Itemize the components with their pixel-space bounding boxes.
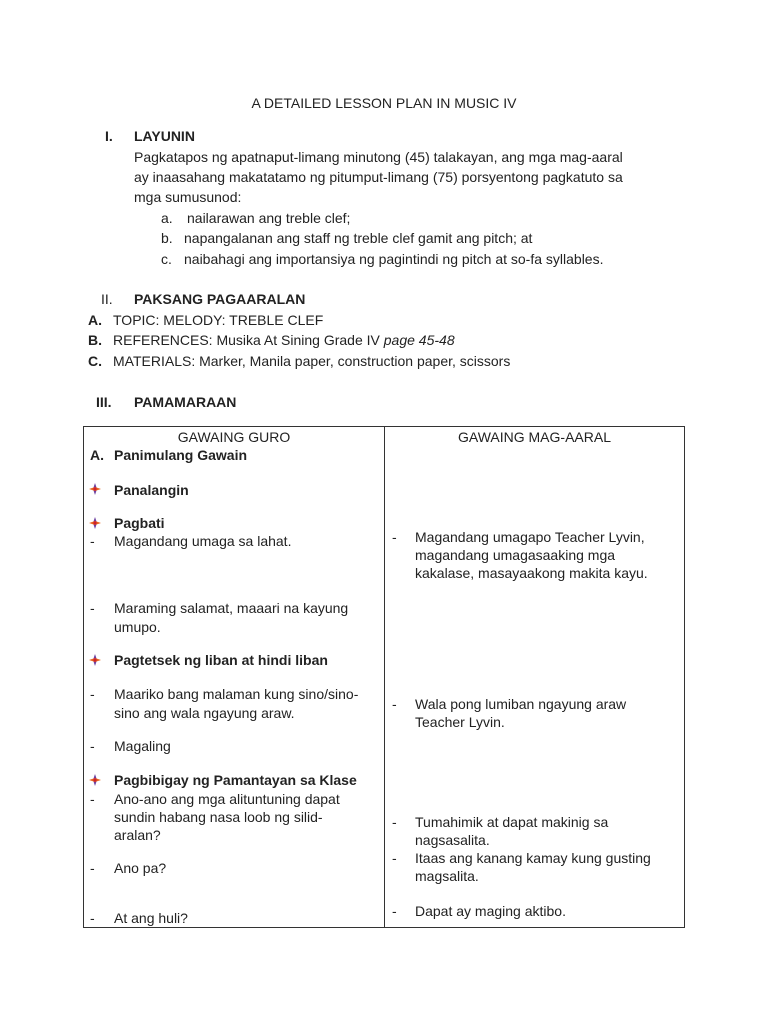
- student-greeting-2: magandang umagasaaking mga: [415, 547, 616, 563]
- student-rule-3: Dapat ay maging aktibo.: [415, 903, 566, 919]
- teacher-attendance-1: Maariko bang malaman kung sino/sino-: [114, 686, 359, 702]
- sub-a-marker: A.: [90, 447, 104, 463]
- pagtetsek-heading: Pagtetsek ng liban at hindi liban: [114, 652, 328, 668]
- bullet-icon: [89, 654, 101, 666]
- dash: -: [90, 600, 95, 616]
- panalangin-heading: Panalangin: [114, 482, 189, 498]
- teacher-column-header: GAWAING GURO: [177, 429, 291, 445]
- bullet-icon: [89, 483, 101, 495]
- dash: -: [392, 696, 397, 712]
- teacher-rules-q-1: Ano-ano ang mga alituntuning dapat: [114, 791, 340, 807]
- dash: -: [90, 791, 95, 807]
- section-1-line-2: ay inaasahang makatatamo ng pitumput-limang (75) porsyentong pagkatuto sa: [134, 169, 623, 185]
- dash: -: [90, 910, 95, 926]
- section-2-number: II.: [101, 291, 113, 307]
- materials-marker: C.: [88, 353, 102, 369]
- section-1-line-3: mga sumusunod:: [134, 189, 242, 205]
- materials-text: MATERIALS: Marker, Manila paper, construction paper, scissors: [113, 353, 511, 369]
- section-2-heading: PAKSANG PAGAARALAN: [134, 291, 306, 307]
- pagbati-heading: Pagbati: [114, 515, 165, 531]
- student-rule-2a: Itaas ang kanang kamay kung gusting: [415, 850, 651, 866]
- pagbibigay-heading: Pagbibigay ng Pamantayan sa Klase: [114, 772, 357, 788]
- student-greeting-3: kakalase, masayaakong makita kayu.: [415, 565, 648, 581]
- objective-b-text: napangalanan ang staff ng treble clef gamit ang pitch; at: [184, 230, 533, 246]
- teacher-thanks-2: umupo.: [114, 619, 161, 635]
- teacher-praise: Magaling: [114, 738, 171, 754]
- references-marker: B.: [88, 332, 102, 348]
- student-greeting-1: Magandang umagapo Teacher Lyvin,: [415, 529, 645, 545]
- teacher-huli: At ang huli?: [114, 910, 188, 926]
- objective-a-marker: a.: [161, 210, 173, 226]
- section-1-line-1: Pagkatapos ng apatnaput-limang minutong (45) talakayan, ang mga mag-aaral: [134, 149, 623, 165]
- dash: -: [392, 529, 397, 545]
- teacher-thanks-1: Maraming salamat, maaari na kayung: [114, 600, 349, 616]
- student-rule-1a: Tumahimik at dapat makinig sa: [415, 814, 609, 830]
- objective-b-marker: b.: [161, 230, 173, 246]
- student-column: [385, 427, 685, 928]
- student-rule-1b: nagsasalita.: [415, 832, 490, 848]
- teacher-rules-q-3: aralan?: [114, 827, 161, 843]
- section-1-heading: LAYUNIN: [134, 128, 195, 144]
- bullet-icon: [89, 774, 101, 786]
- student-column-header: GAWAING MAG-AARAL: [458, 429, 611, 445]
- sub-a-label: Panimulang Gawain: [114, 447, 248, 463]
- section-3-number: III.: [96, 394, 112, 410]
- dash: -: [392, 903, 397, 919]
- dash: -: [90, 738, 95, 754]
- student-attendance-1: Wala pong lumiban ngayung araw: [415, 696, 627, 712]
- topic-text: TOPIC: MELODY: TREBLE CLEF: [113, 312, 324, 328]
- teacher-greeting: Magandang umaga sa lahat.: [114, 533, 292, 549]
- section-3-heading: PAMAMARAAN: [134, 394, 237, 410]
- student-rule-2b: magsalita.: [415, 868, 479, 884]
- teacher-attendance-2: sino ang wala ngayung araw.: [114, 705, 295, 721]
- objective-a-text: nailarawan ang treble clef;: [187, 210, 351, 226]
- teacher-ano-pa: Ano pa?: [114, 860, 167, 876]
- section-1-number: I.: [105, 128, 113, 144]
- dash: -: [90, 860, 95, 876]
- references-text: REFERENCES: Musika At Sining Grade IV page 45-48: [113, 332, 455, 348]
- dash: -: [90, 686, 95, 702]
- document-title: A DETAILED LESSON PLAN IN MUSIC IV: [251, 95, 517, 111]
- student-attendance-2: Teacher Lyvin.: [415, 714, 505, 730]
- bullet-icon: [89, 517, 101, 529]
- objective-c-text: naibahagi ang importansiya ng pagintindi ng pitch at so-fa syllables.: [184, 251, 604, 267]
- dash: -: [90, 533, 95, 549]
- procedure-table: [83, 426, 685, 928]
- objective-c-marker: c.: [161, 251, 172, 267]
- topic-marker: A.: [88, 312, 102, 328]
- dash: -: [392, 850, 397, 866]
- teacher-rules-q-2: sundin habang nasa loob ng silid-: [114, 809, 323, 825]
- teacher-column: [84, 427, 385, 928]
- dash: -: [392, 814, 397, 830]
